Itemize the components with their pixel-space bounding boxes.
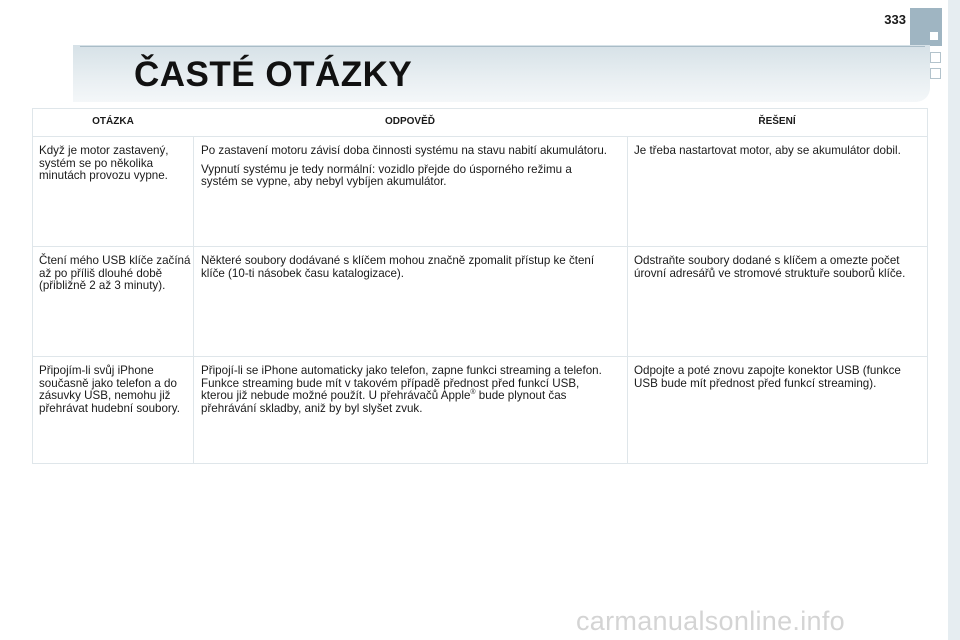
table-row — [33, 247, 927, 357]
solution-cell: Odpojte a poté znovu zapojte konektor USB (funkce USB bude mít přednost před funkcí streaming). — [634, 364, 901, 390]
table-row — [33, 357, 927, 463]
title-rule — [80, 46, 925, 47]
answer-paragraph: Vypnutí systému je tedy normální: vozidlo přejde do úsporného režimu a systém se vypne, aby nebyl vybíjen akumulátor. — [201, 162, 572, 188]
answer-cell — [201, 365, 611, 415]
solution-cell: Odstraňte soubory dodané s klíčem a omezte počet úrovní adresářů ve stromové struktuře souborů klíče. — [634, 254, 906, 280]
page-number: 333 — [884, 12, 906, 27]
answer-text: bude plynout čas přehrávání skladby, aniž by byl slyšet zvuk. — [201, 389, 567, 415]
right-margin-stripe — [948, 0, 960, 640]
answer-paragraph: Po zastavení motoru závisí doba činnosti systému na stavu nabití akumulátoru. — [201, 144, 607, 157]
question-cell: Čtení mého USB klíče začíná až po příliš dlouhé době (přibližně 2 až 3 minuty). — [39, 254, 191, 292]
watermark: carmanualsonline.info — [576, 606, 845, 636]
table-row — [33, 137, 927, 247]
answer-cell: Některé soubory dodávané s klíčem mohou značně zpomalit přístup ke čtení klíče (10-ti násobek času katalogizace). — [201, 254, 595, 280]
registered-mark: ® — [470, 389, 476, 397]
header-question: OTÁZKA — [92, 116, 134, 127]
solution-cell: Je třeba nastartovat motor, aby se akumulátor dobil. — [634, 144, 901, 157]
chapter-tab-marker — [930, 32, 938, 40]
page-title: ČASTÉ OTÁZKY — [134, 55, 413, 94]
header-answer: ODPOVĚĎ — [384, 116, 435, 127]
faq-table — [32, 108, 928, 464]
chapter-tab — [910, 8, 942, 46]
answer-text: Připojí-li se iPhone automaticky jako telefon, zapne funkci streaming a telefon. Funkce streaming bude mít v takovém případě přednost před funkcí USB, kterou již nebude možné použít. U přehrávačů Apple — [201, 364, 602, 402]
table-header-row — [33, 109, 927, 137]
question-cell: Když je motor zastavený, systém se po několika minutách provozu vypne. — [39, 144, 169, 182]
nav-box-icon — [930, 52, 941, 63]
nav-box-icon — [930, 68, 941, 79]
answer-cell — [201, 145, 611, 195]
question-cell: Připojím-li svůj iPhone současně jako telefon a do zásuvky USB, nemohu již přehrávat hudební soubory. — [39, 364, 180, 415]
header-solution: ŘEŠENÍ — [758, 116, 796, 127]
